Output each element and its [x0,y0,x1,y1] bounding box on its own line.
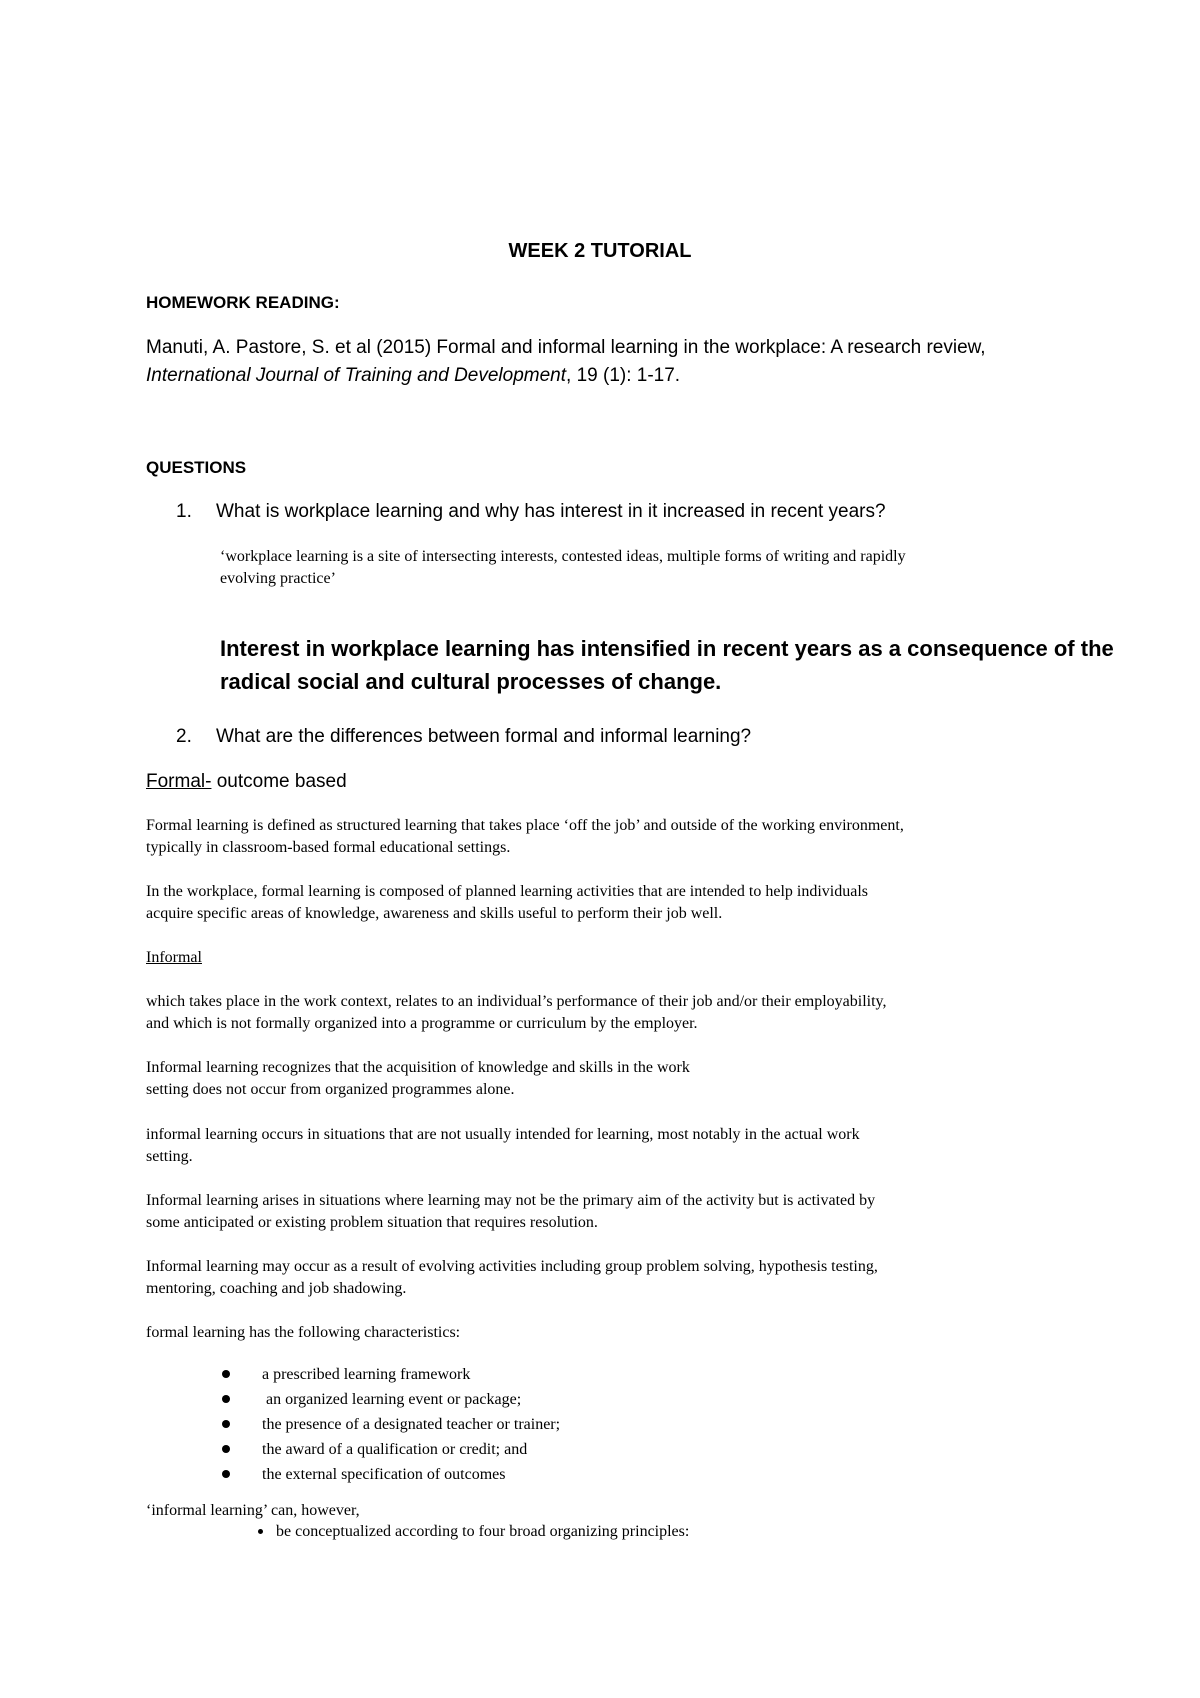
informal-p5-line2: mentoring, coaching and job shadowing. [146,1280,407,1297]
informal-p2-line1: Informal learning recognizes that the acquisition of knowledge and skills in the work [146,1059,690,1076]
list-item-text: an organized learning event or package; [262,1391,522,1408]
page-title: WEEK 2 TUTORIAL [508,240,692,262]
formal-label: Formal- [146,771,212,792]
bullet-icon [222,1470,230,1478]
informal-p3-line2: setting. [146,1148,193,1165]
list-item [216,1387,560,1412]
question-1 [176,501,886,523]
characteristics-list [216,1362,560,1487]
answer-line-2: radical social and cultural processes of change. [220,669,722,694]
formal-p1-line2: typically in classroom-based formal educational settings. [146,839,511,856]
formal-p1-line1: Formal learning is defined as structured learning that takes place ‘off the job’ and outside of the working environment, [146,817,904,834]
informal-heading: Informal [146,949,202,966]
reference-line-1: Manuti, A. Pastore, S. et al (2015) Formal and informal learning in the workplace: A research review, [146,337,986,358]
reference-volume: , 19 (1): 1-17. [566,365,681,386]
answer-line-1: Interest in workplace learning has intensified in recent years as a consequence of the [220,636,1114,661]
list-item [216,1437,560,1462]
question-text: What are the differences between formal and informal learning? [216,726,752,747]
informal-p4-line1: Informal learning arises in situations where learning may not be the primary aim of the activity but is activated by [146,1192,876,1209]
bullet-icon [222,1395,230,1403]
question-number: 1. [176,501,192,522]
informal-p4-line2: some anticipated or existing problem situation that requires resolution. [146,1214,598,1231]
list-item-text: be conceptualized according to four broad organizing principles: [276,1523,690,1540]
question-number: 2. [176,726,192,747]
formal-p2-line2: acquire specific areas of knowledge, awareness and skills useful to perform their job well. [146,905,723,922]
list-item-text: the presence of a designated teacher or trainer; [262,1416,561,1433]
informal-p2-line2: setting does not occur from organized programmes alone. [146,1081,515,1098]
questions-heading: QUESTIONS [146,458,247,477]
informal-p5-line1: Informal learning may occur as a result of evolving activities including group problem solving, hypothesis testing, [146,1258,878,1275]
informal-p1-line2: and which is not formally organized into a programme or curriculum by the employer. [146,1015,698,1032]
question-text: What is workplace learning and why has interest in it increased in recent years? [216,501,886,522]
list-item-text: the award of a qualification or credit; and [262,1441,528,1458]
quote-line-2: evolving practice’ [220,570,336,587]
list-item [216,1412,560,1437]
list-item [216,1362,560,1387]
journal-title: International Journal of Training and Development [146,365,567,386]
informal-p1-line1: which takes place in the work context, relates to an individual’s performance of their job and/or their employability, [146,993,887,1010]
formal-heading [146,771,347,793]
informal-intro: ‘informal learning’ can, however, [146,1502,360,1519]
reference-line-2 [146,365,680,387]
homework-heading: HOMEWORK READING: [146,293,340,312]
list-item [216,1462,560,1487]
informal-principles-list [230,1519,689,1544]
bullet-icon [222,1420,230,1428]
list-item-text: a prescribed learning framework [262,1366,471,1383]
bullet-icon [222,1370,230,1378]
formal-label-rest: outcome based [211,771,347,792]
formal-p2-line1: In the workplace, formal learning is composed of planned learning activities that are intended to help individuals [146,883,868,900]
list-item-text: the external specification of outcomes [262,1466,506,1483]
informal-p3-line1: informal learning occurs in situations that are not usually intended for learning, most notably in the actual work [146,1126,860,1143]
bullet-icon [222,1445,230,1453]
list-item [230,1519,689,1544]
quote-line-1: ‘workplace learning is a site of intersecting interests, contested ideas, multiple forms of writing and rapidly [220,548,906,565]
bullet-icon [258,1529,263,1534]
question-2 [176,726,751,748]
characteristics-intro: formal learning has the following characteristics: [146,1324,461,1341]
